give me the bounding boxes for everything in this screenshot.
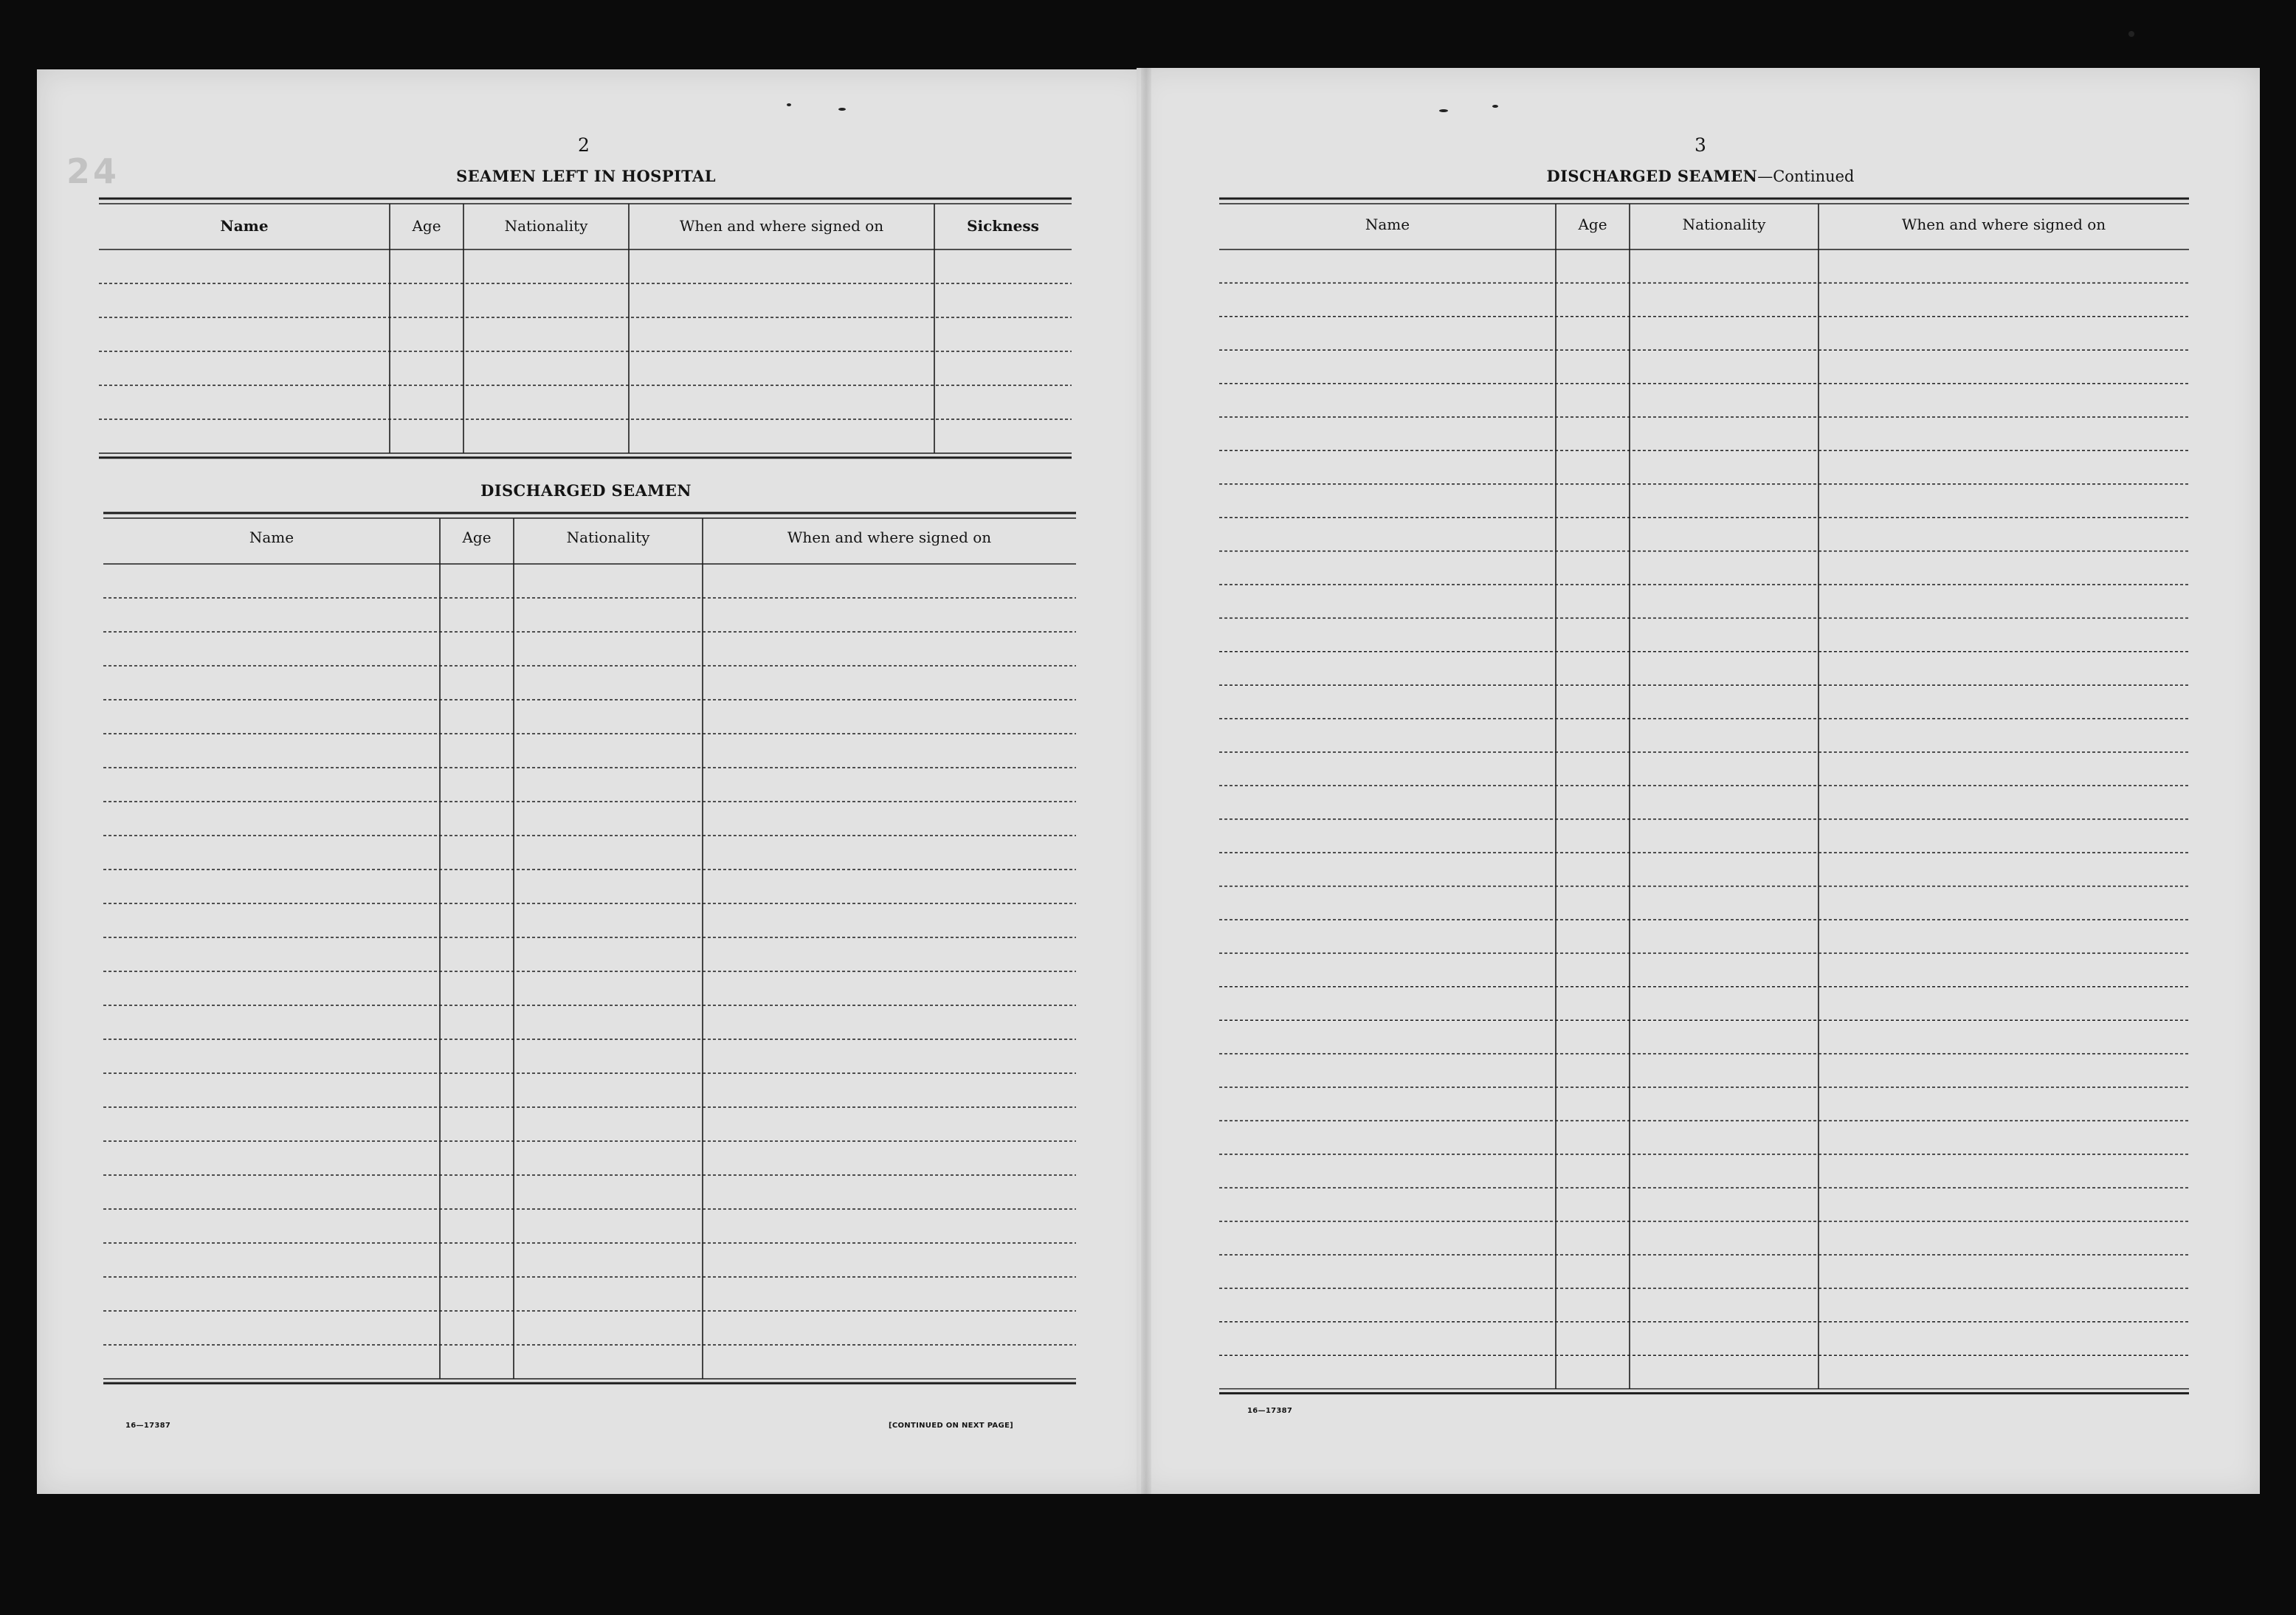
continued-title-main: DISCHARGED SEAMEN — [1546, 167, 1758, 185]
discharged-col-name: Name — [249, 528, 294, 546]
hospital-table-rules — [99, 196, 1072, 465]
scan-speck — [1439, 109, 1448, 112]
scan-speck — [2128, 31, 2134, 37]
page-fold — [1141, 68, 1151, 1494]
hospital-col-signed-on: When and where signed on — [679, 217, 884, 235]
continued-col-signed-on: When and where signed on — [1901, 216, 2106, 233]
continued-col-age: Age — [1578, 216, 1607, 233]
hospital-col-sickness: Sickness — [967, 217, 1039, 235]
continued-table-rules — [1219, 196, 2189, 1401]
hospital-col-nationality: Nationality — [504, 217, 588, 235]
scan-speck — [838, 108, 846, 111]
form-number-left: 16—17387 — [125, 1422, 171, 1430]
continued-col-nationality: Nationality — [1682, 216, 1766, 233]
discharged-col-age: Age — [462, 528, 492, 546]
discharged-table-rules — [103, 511, 1076, 1414]
continued-note: [CONTINUED ON NEXT PAGE] — [889, 1422, 1013, 1430]
hospital-table — [99, 196, 1072, 465]
form-number-right: 16—17387 — [1247, 1407, 1293, 1415]
continued-table — [1219, 196, 2189, 1401]
continued-title-suffix: —Continued — [1757, 168, 1855, 185]
discharged-table — [103, 511, 1076, 1414]
corner-ghost-mark: 24 — [66, 151, 120, 191]
scan-speck — [1492, 105, 1498, 108]
discharged-col-nationality: Nationality — [566, 528, 650, 546]
page-number-left: 2 — [578, 134, 590, 156]
continued-section-title — [1479, 167, 1922, 185]
hospital-col-name: Name — [220, 217, 269, 235]
page-number-right: 3 — [1695, 134, 1706, 156]
discharged-col-signed-on: When and where signed on — [787, 528, 992, 546]
hospital-section-title: SEAMEN LEFT IN HOSPITAL — [456, 167, 716, 185]
continued-col-name: Name — [1365, 216, 1410, 233]
scan-speck — [787, 103, 791, 106]
hospital-col-age: Age — [412, 217, 441, 235]
discharged-section-title: DISCHARGED SEAMEN — [480, 481, 692, 500]
